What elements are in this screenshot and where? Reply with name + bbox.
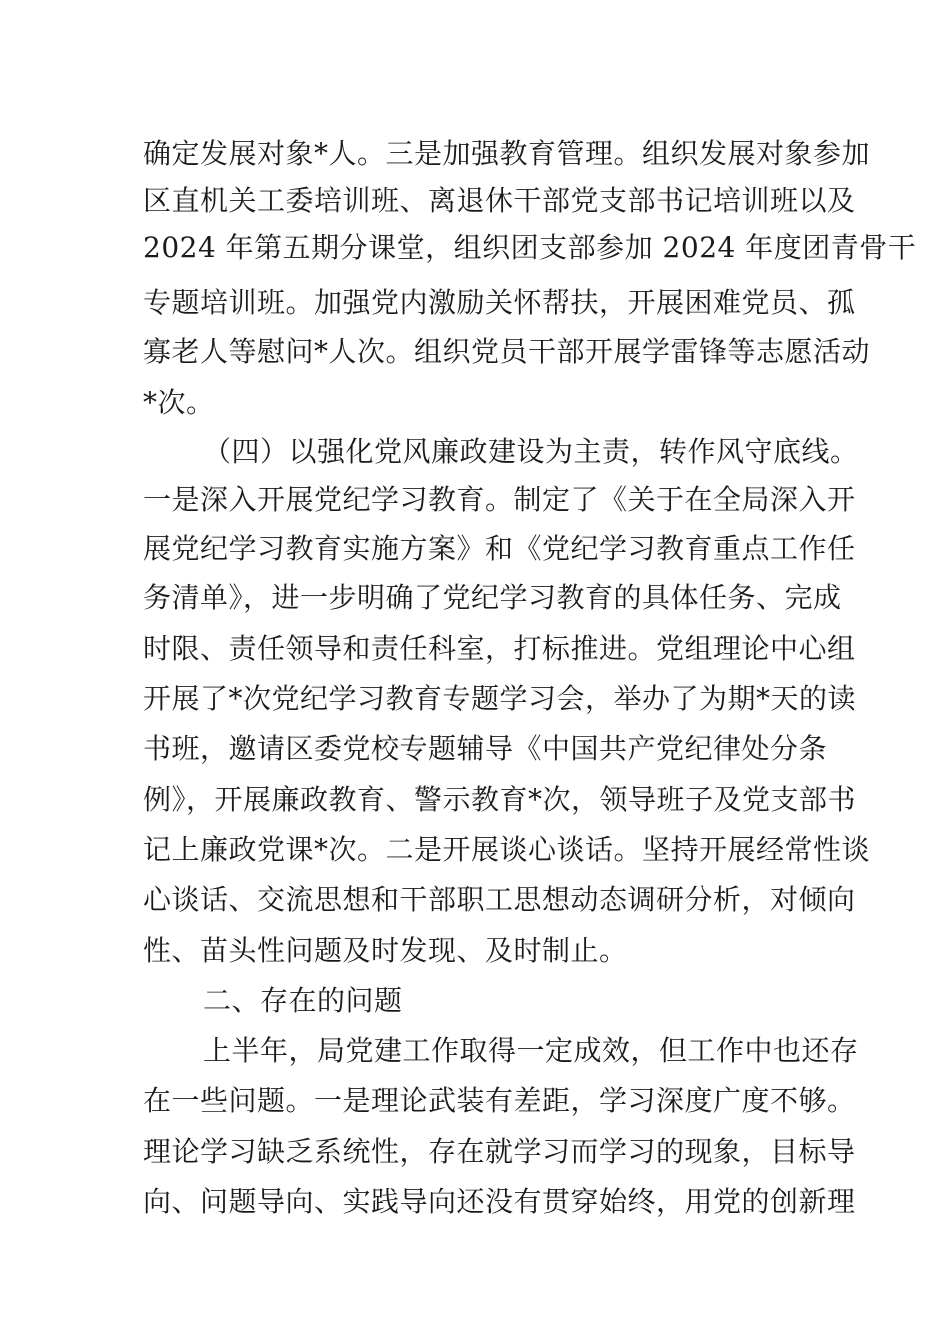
text-line: 理论学习缺乏系统性，存在就学习而学习的现象，目标导 [143,1135,856,1168]
text-line: 开展了*次党纪学习教育专题学习会，举办了为期*天的读 [143,682,857,715]
text-line: 一是深入开展党纪学习教育。制定了《关于在全局深入开 [143,483,856,516]
text-line: 上半年，局党建工作取得一定成效，但工作中也还存 [203,1034,859,1067]
section-heading: 二、存在的问题 [203,984,403,1017]
text-line: 例》，开展廉政教育、警示教育*次，领导班子及党支部书 [143,783,857,816]
text-line: 性、苗头性问题及时发现、及时制止。 [143,934,628,967]
text-line: 在一些问题。一是理论武装有差距，学习深度广度不够。 [143,1084,856,1117]
text-line: 寡老人等慰问*人次。组织党员干部开展学雷锋等志愿活动 [143,335,871,368]
text-line: 务清单》，进一步明确了党纪学习教育的具体任务、完成 [143,581,842,614]
section-heading: （四）以强化党风廉政建设为主责，转作风守底线。 [203,435,859,468]
text-line: 专题培训班。加强党内激励关怀帮扶，开展困难党员、孤 [143,286,856,319]
text-line: 书班，邀请区委党校专题辅导《中国共产党纪律处分条 [143,732,828,765]
text-line: 记上廉政党课*次。二是开展谈心谈话。坚持开展经常性谈 [143,833,871,866]
text-line: 展党纪学习教育实施方案》和《党纪学习教育重点工作任 [143,532,856,565]
text-line: 时限、责任领导和责任科室，打标推进。党组理论中心组 [143,632,856,665]
text-line: 确定发展对象*人。三是加强教育管理。组织发展对象参加 [143,137,871,170]
text-line: *次。 [143,386,215,419]
text-line: 区直机关工委培训班、离退休干部党支部书记培训班以及 [143,184,856,217]
text-line: 2024 年第五期分课堂，组织团支部参加 2024 年度团青骨干 [143,231,917,264]
text-line: 向、问题导向、实践导向还没有贯穿始终，用党的创新理 [143,1185,856,1218]
text-line: 心谈话、交流思想和干部职工思想动态调研分析，对倾向 [143,883,856,916]
